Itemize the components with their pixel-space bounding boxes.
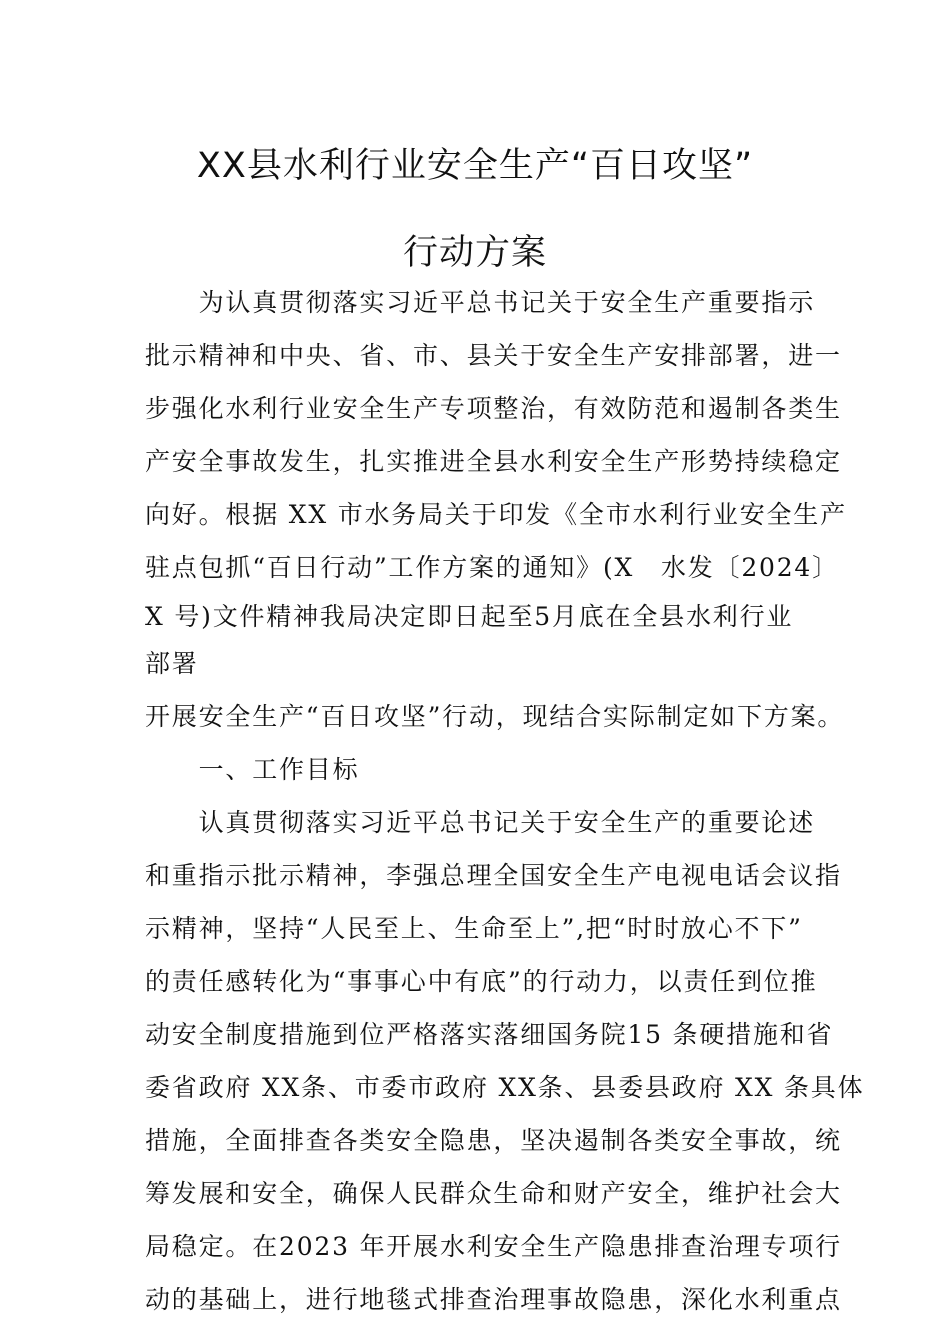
document-title-line-1: XX县水利行业安全生产“百日攻坚” bbox=[196, 146, 754, 186]
body-line: 驻点包抓“百日行动”工作方案的通知》(X 水发〔2024〕 bbox=[145, 553, 839, 582]
body-line: X 号)文件精神我局决定即日起至5月底在全县水利行业 bbox=[145, 602, 794, 631]
body-line: 认真贯彻落实习近平总书记关于安全生产的重要论述 bbox=[145, 808, 816, 837]
body-line: 动安全制度措施到位严格落实落细国务院15 条硬措施和省 bbox=[145, 1020, 834, 1049]
document-title-line-2: 行动方案 bbox=[402, 233, 547, 273]
body-line: 和重指示批示精神，李强总理全国安全生产电视电话会议指 bbox=[145, 861, 842, 890]
body-line: 局稳定。在2023 年开展水利安全生产隐患排查治理专项行 bbox=[145, 1232, 842, 1261]
body-line: 产安全事故发生，扎实推进全县水利安全生产形势持续稳定 bbox=[145, 447, 842, 476]
body-line: 批示精神和中央、省、市、县关于安全生产安排部署，进一 bbox=[145, 341, 842, 370]
body-line: 步强化水利行业安全生产专项整治，有效防范和遏制各类生 bbox=[145, 394, 842, 423]
body-line: 为认真贯彻落实习近平总书记关于安全生产重要指示 bbox=[145, 288, 816, 317]
body-line: 措施，全面排查各类安全隐患，坚决遏制各类安全事故，统 bbox=[145, 1126, 842, 1155]
body-line: 筹发展和安全，确保人民群众生命和财产安全，维护社会大 bbox=[145, 1179, 842, 1208]
section-heading: 一、工作目标 bbox=[145, 755, 360, 784]
body-line: 的责任感转化为“事事心中有底”的行动力，以责任到位推 bbox=[145, 967, 818, 996]
body-line: 开展安全生产“百日攻坚”行动，现结合实际制定如下方案。 bbox=[145, 702, 845, 731]
body-line: 部署 bbox=[145, 649, 199, 678]
body-line: 动的基础上，进行地毯式排查治理事故隐患，深化水利重点 bbox=[145, 1285, 842, 1314]
body-line: 向好。根据 XX 市水务局关于印发《全市水利行业安全生产 bbox=[145, 500, 847, 529]
body-line: 示精神，坚持“人民至上、生命至上”,把“时时放心不下” bbox=[145, 914, 803, 943]
body-line: 委省政府 XX条、市委市政府 XX条、县委县政府 XX 条具体 bbox=[145, 1073, 865, 1102]
